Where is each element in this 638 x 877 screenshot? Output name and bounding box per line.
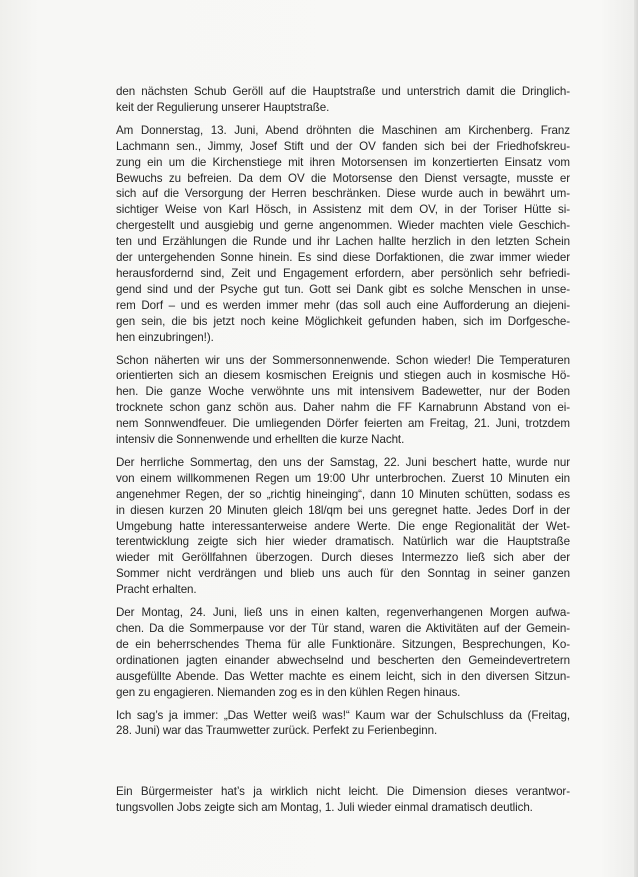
text-line: tungsvollen Jobs zeigte sich am Montag, 1. Juli wieder einmal dramatisch deutlich. <box>116 801 533 815</box>
text-line: Lachmann sen., Jimmy, Josef Stift und der OV fanden sich bei der Friedhofskreu- <box>116 139 570 153</box>
text-line: angenehmer Regen, der so „richtig hineinging“, dann 10 Minuten schütten, sodass es <box>116 487 570 501</box>
text-line: herausfordernd sind, Zeit und Engagement erfordern, aber persönlich sehr befriedi- <box>116 266 570 280</box>
text-line: Bewuchs zu befreien. Da dem OV die Motorsense den Dienst versagte, musste er <box>116 171 570 185</box>
text-line: sichtiger Weise von Karl Hösch, in Assistenz mit dem OV, in der Toriser Hütte si- <box>116 203 570 217</box>
paragraph <box>116 708 570 740</box>
text-line: Am Donnerstag, 13. Juni, Abend dröhnten die Maschinen am Kirchenberg. Franz <box>116 123 570 137</box>
text-line: 28. Juni) war das Traumwetter zurück. Perfekt zu Ferienbeginn. <box>116 724 438 738</box>
text-line: Der herrliche Sommertag, den uns der Samstag, 22. Juni beschert hatte, wurde nur <box>116 455 570 469</box>
section-gap <box>116 746 570 784</box>
text-line: Der Montag, 24. Juni, ließ uns in einen kalten, regenverhangenen Morgen aufwa- <box>116 606 570 620</box>
paragraph <box>116 605 570 700</box>
text-line: intensiv die Sonnenwende und erhellten die kurze Nacht. <box>116 433 405 447</box>
text-line: von einem willkommenen Regen um 19:00 Uhr unterbrochen. Zuerst 10 Minuten ein <box>116 471 570 485</box>
text-line: Ich sag’s ja immer: „Das Wetter weiß was!“ Kaum war der Schulschluss da (Freitag, <box>116 708 570 722</box>
text-line: Ein Bürgermeister hat’s ja wirklich nicht leicht. Die Dimension dieses verantwor- <box>116 785 570 799</box>
text-line: keit der Regulierung unserer Hauptstraße. <box>116 100 330 114</box>
text-line: zung ein um die Kirchenstiege mit ihren Motorsensen im konzertierten Einsatz vom <box>116 155 570 169</box>
text-line: nem Sonnwendfeuer. Die umliegenden Dörfer feierten am Freitag, 21. Juni, trotzdem <box>116 417 570 431</box>
text-line: chen. Da die Sommerpause vor der Tür stand, waren die Aktivitäten auf der Gemein- <box>116 622 570 635</box>
text-line: orientierten sich an diesem kosmischen Ereignis und stiegen auch in kosmische Hö- <box>116 369 570 383</box>
text-line: ten und Erzählungen die Runde und ihr Lachen hallte herzlich in den letzten Schein <box>116 235 570 249</box>
text-line: der untergehenden Sonne hinein. Es sind diese Dorfaktionen, die zwar immer wieder <box>116 251 570 265</box>
text-line: gen zu engagieren. Niemanden zog es in den kühlen Regen hinaus. <box>116 685 461 699</box>
paragraph <box>116 455 570 598</box>
text-line: Sommer nicht verdrängen und blieb uns auch für den Sonntag in seiner ganzen <box>116 567 570 581</box>
text-line: Umgebung hatte interessanterweise andere Werte. Die enge Regionalität der Wet- <box>116 519 570 533</box>
text-line: Schon näherten wir uns der Sommersonnenwende. Schon wieder! Die Temperaturen <box>116 353 570 367</box>
text-line: in diesen kurzen 20 Minuten gleich 18l/qm bei uns geregnet hatte. Jedes Dorf in der <box>116 503 570 517</box>
page-edge-shadow <box>634 0 638 877</box>
text-line: gend sind und der Psyche gut tun. Gott sei Dank gibt es solche Menschen in unse- <box>116 282 570 296</box>
text-line: terentwicklung zeigte sich hier wieder dramatisch. Natürlich war die Hauptstraße <box>116 535 570 549</box>
text-line: Pracht erhalten. <box>116 583 197 597</box>
text-line: trocknete schon ganz schön aus. Daher nahm die FF Karnabrunn Abstand von ei- <box>116 401 570 415</box>
text-line: hen einzubringen!). <box>116 330 214 344</box>
text-line: ordinationen jagten einander abwechselnd und bescherten den Gemeindevertretern <box>116 653 570 667</box>
paragraph <box>116 353 570 448</box>
text-line: den nächsten Schub Geröll auf die Hauptstraße und unterstrich damit die Dringlich- <box>116 85 570 98</box>
text-line: gen sein, die bis jetzt noch keine Möglichkeit gefunden haben, sich im Dorfgesche- <box>116 314 570 328</box>
text-line: chergestellt und ausgiebig und gerne angenommen. Wieder machten viele Geschich- <box>116 219 570 233</box>
paragraph <box>116 123 570 346</box>
document-body <box>116 84 570 823</box>
text-line: rem Dorf – und es werden immer mehr (das soll auch eine Aufforderung an diejeni- <box>116 298 570 312</box>
text-line: sich auf die Versorgung der Herren beschränken. Diese wurde auch in bewährt um- <box>116 187 570 201</box>
paragraph <box>116 84 570 116</box>
text-line: wieder mit Geröllfahnen überzogen. Durch dieses Intermezzo ließ sich aber der <box>116 551 570 565</box>
text-line: hen. Die ganze Woche verwöhnte uns mit intensivem Badewetter, nur der Boden <box>116 385 570 399</box>
text-line: ausgefüllte Abende. Das Wetter machte es einem leicht, sich in den diversen Sitzun- <box>116 669 570 683</box>
paragraph <box>116 784 570 816</box>
text-line: de ein beherrschendes Thema für alle Funktionäre. Sitzungen, Besprechungen, Ko- <box>116 637 570 651</box>
